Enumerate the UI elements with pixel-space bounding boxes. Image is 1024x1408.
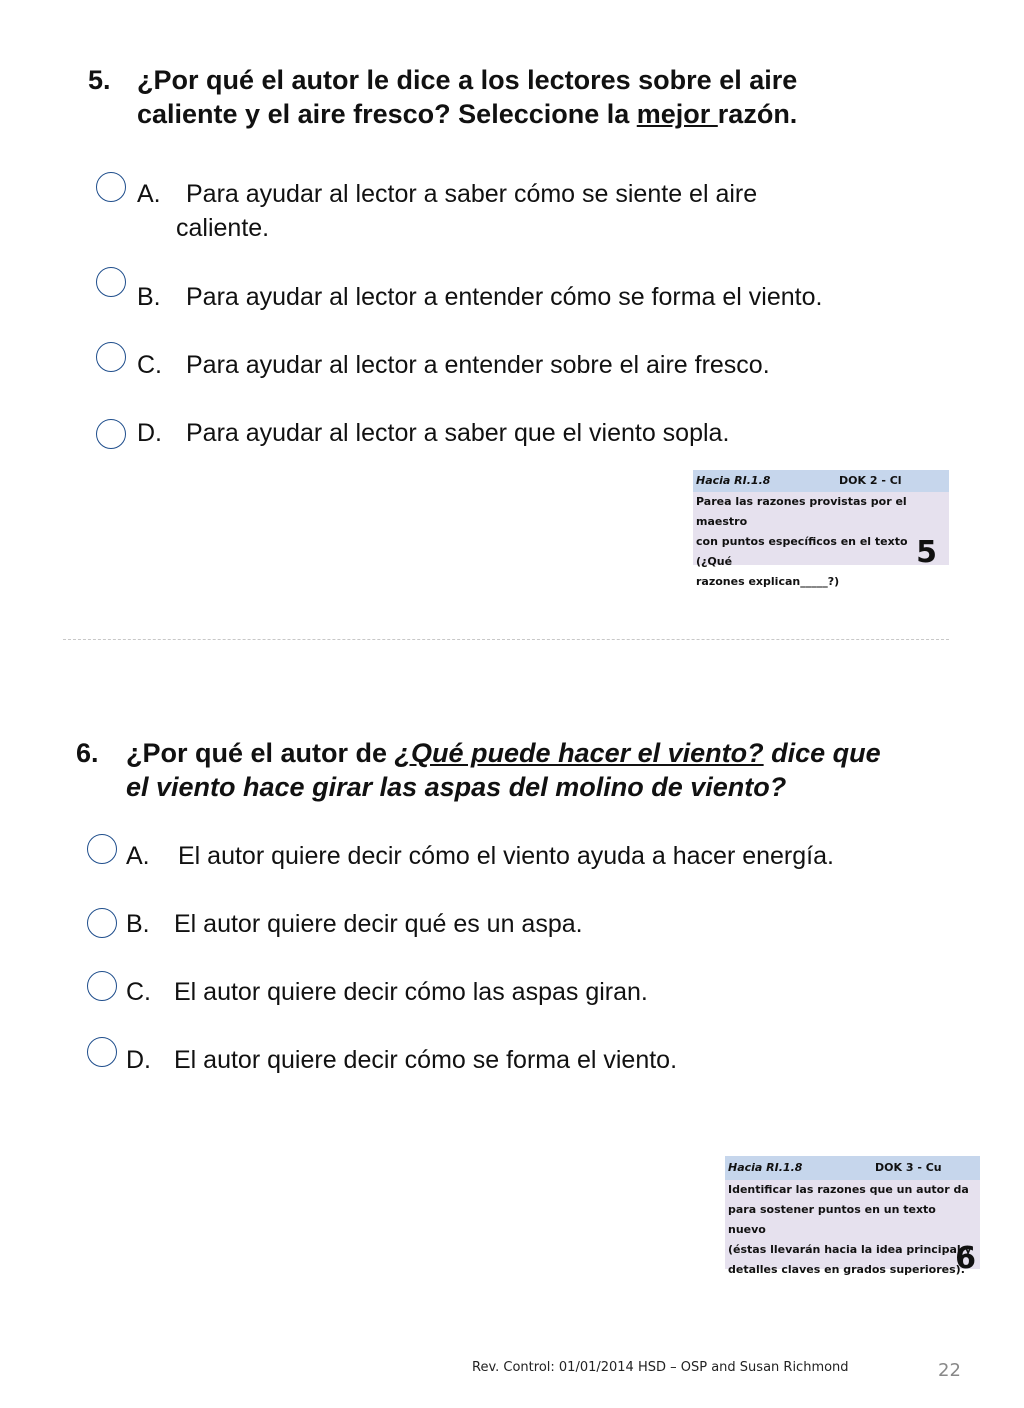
question-5-emphasis-word: mejor: [636, 99, 718, 129]
q5-option-c-radio[interactable]: [96, 342, 126, 372]
q6-standard-box-header: [725, 1156, 980, 1180]
q6-box-number: 6: [955, 1241, 976, 1276]
q6-box-line-4: detalles claves en grados superiores).: [728, 1263, 965, 1276]
q5-box-line-1: Parea las razones provistas por el maestro: [696, 495, 907, 528]
q6-dok-label: DOK 3 - Cu: [875, 1161, 942, 1174]
q6-box-line-2: para sostener puntos en un texto nuevo: [728, 1203, 936, 1236]
question-5-line-2-start: caliente y el aire fresco? Seleccione la: [137, 99, 637, 129]
q5-option-d-radio[interactable]: [96, 419, 126, 449]
footer-revision-text: Rev. Control: 01/01/2014 HSD – OSP and Susan Richmond: [472, 1360, 849, 1375]
question-6-text: [126, 736, 976, 804]
q5-option-a-letter: A.: [137, 180, 161, 208]
question-6-line-2: el viento hace girar las aspas del molino de viento?: [126, 772, 787, 802]
question-5-line-2-end: razón.: [717, 99, 798, 129]
q6-option-b-radio[interactable]: [87, 908, 117, 938]
q5-option-a-text: Para ayudar al lector a saber cómo se siente el aire: [186, 180, 758, 208]
q6-standard-box: [725, 1156, 980, 1276]
page-number: 22: [938, 1360, 961, 1381]
q5-box-line-2: con puntos específicos en el texto (¿Qué: [696, 535, 908, 568]
question-6-number: 6.: [76, 738, 99, 768]
question-6-book-title: ¿Qué puede hacer el viento?: [394, 738, 764, 768]
q6-standard-box-body: [725, 1180, 980, 1276]
q6-standard-label: Hacia RI.1.8: [728, 1161, 803, 1174]
q5-standard-box-body: [693, 492, 949, 588]
q5-option-a-text-line-2: caliente.: [176, 214, 270, 242]
q5-option-c-letter: C.: [137, 351, 162, 379]
q5-box-line-3: razones explican_____?): [696, 575, 840, 588]
section-divider: [63, 639, 949, 640]
q6-option-c-letter: C.: [126, 978, 151, 1006]
q5-standard-box: [693, 470, 949, 588]
q5-option-d-text: Para ayudar al lector a saber que el viento sopla.: [186, 419, 730, 447]
q6-option-a-text: El autor quiere decir cómo el viento ayuda a hacer energía.: [178, 842, 834, 870]
question-6-line-1-start: ¿Por qué el autor de: [126, 738, 395, 768]
q6-option-d-text: El autor quiere decir cómo se forma el viento.: [174, 1046, 678, 1074]
q6-box-line-3: (éstas llevarán hacia la idea principal y: [728, 1243, 972, 1256]
q5-option-b-radio[interactable]: [96, 267, 126, 297]
q5-option-b-text: Para ayudar al lector a entender cómo se forma el viento.: [186, 283, 823, 311]
q5-option-d-letter: D.: [137, 419, 162, 447]
question-6-line-1: [126, 736, 976, 770]
question-6-line-1-end: dice que: [763, 738, 881, 768]
q6-option-c-radio[interactable]: [87, 971, 117, 1001]
question-5-line-1: ¿Por qué el autor le dice a los lectores sobre el aire: [137, 65, 798, 95]
q5-standard-label: Hacia RI.1.8: [696, 474, 771, 487]
q6-box-line-1: Identificar las razones que un autor da: [728, 1183, 969, 1196]
q6-option-b-text: El autor quiere decir qué es un aspa.: [174, 910, 583, 938]
q6-option-d-radio[interactable]: [87, 1037, 117, 1067]
q5-option-c-text: Para ayudar al lector a entender sobre el aire fresco.: [186, 351, 770, 379]
q6-option-a-radio[interactable]: [87, 834, 117, 864]
q6-option-c-text: El autor quiere decir cómo las aspas giran.: [174, 978, 648, 1006]
q5-standard-box-header: [693, 470, 949, 492]
question-5-line-2: [137, 97, 957, 131]
question-5-text: [137, 63, 957, 131]
q5-option-b-letter: B.: [137, 283, 161, 311]
q6-option-a-letter: A.: [126, 842, 150, 870]
question-5-number: 5.: [88, 65, 111, 95]
q6-option-b-letter: B.: [126, 910, 150, 938]
q5-box-number: 5: [916, 535, 937, 570]
q5-option-a-radio[interactable]: [96, 172, 126, 202]
q6-option-d-letter: D.: [126, 1046, 151, 1074]
q5-dok-label: DOK 2 - Cl: [839, 474, 902, 487]
